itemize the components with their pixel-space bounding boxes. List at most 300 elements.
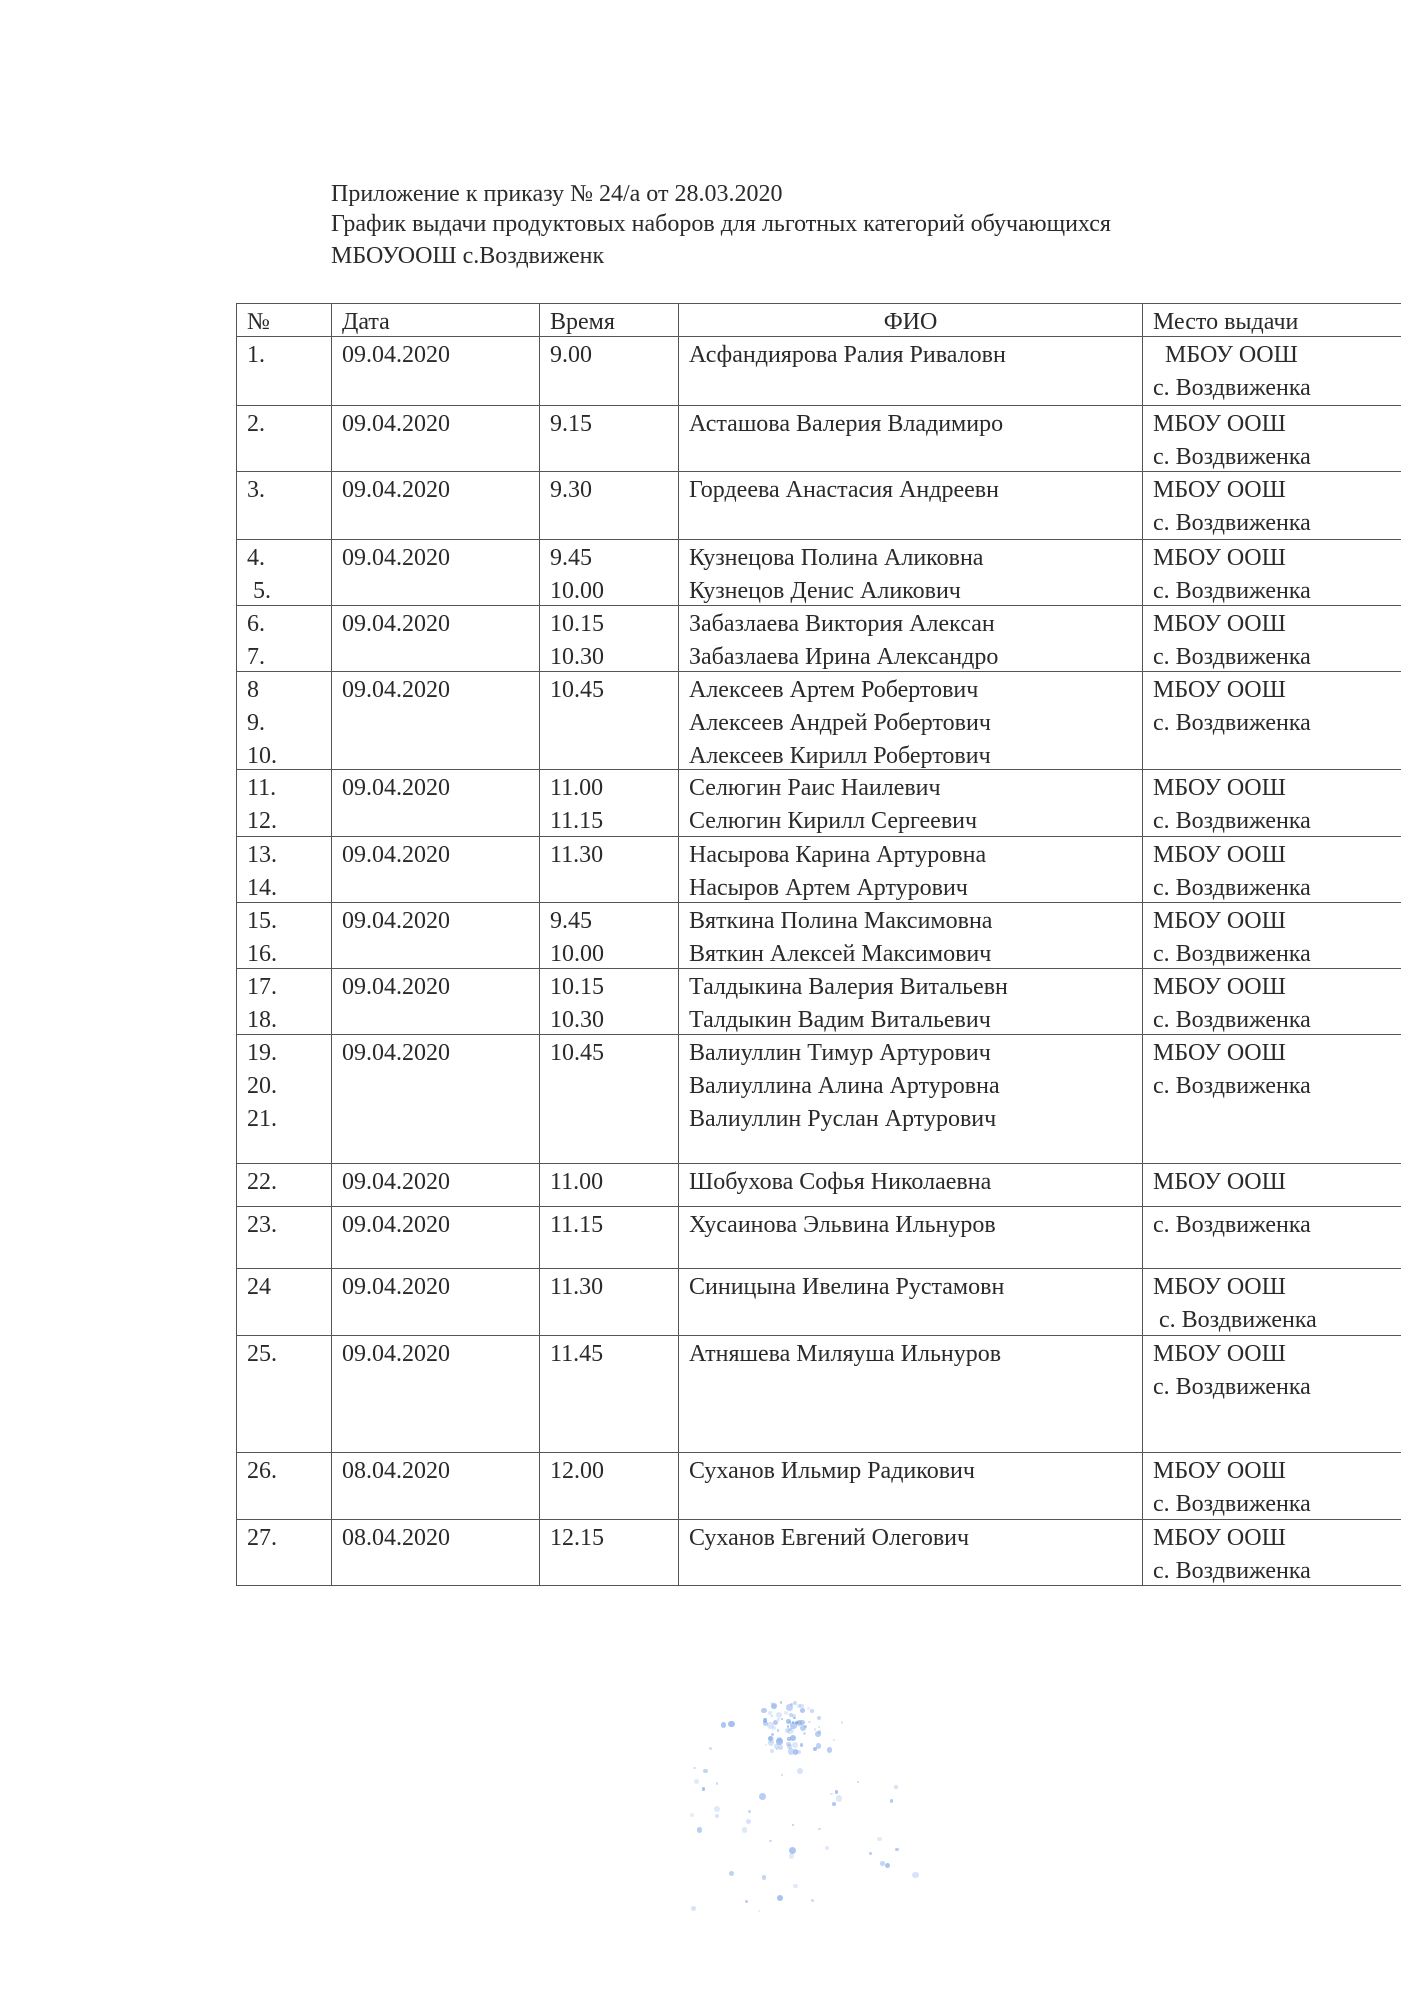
cell-time [539, 837, 678, 902]
stamp-dot [715, 1814, 719, 1818]
stamp-dot [769, 1840, 771, 1842]
cell-line: МБОУ ООШ [1153, 1458, 1286, 1484]
cell-line: 9.30 [550, 477, 592, 503]
cell-line: с. Воздвиженка [1153, 941, 1311, 967]
cell-date [331, 1520, 539, 1585]
cell-line: Синицына Ивелина Рустамовн [689, 1274, 1005, 1300]
cell-line: 2. [247, 411, 265, 437]
stamp-dot [885, 1863, 890, 1868]
cell-place [1142, 1164, 1401, 1206]
stamp-dot [742, 1827, 747, 1832]
stamp-dot [833, 1739, 835, 1741]
cell-line: 6. [247, 611, 265, 637]
cell-line: 7. [247, 644, 265, 670]
cell-line: 17. [247, 974, 277, 1000]
cell-line: Забазлаева Виктория Алексан [689, 611, 995, 637]
cell-time [539, 1453, 678, 1519]
cell-line: 27. [247, 1525, 277, 1551]
stamp-dot [690, 1813, 694, 1817]
cell-line: 12.15 [550, 1525, 604, 1551]
stamp-dot [694, 1779, 699, 1784]
stamp-dot [762, 1875, 766, 1879]
cell-line: Селюгин Раис Наилевич [689, 775, 941, 801]
stamp-dot [781, 1718, 783, 1720]
cell-number [236, 1035, 331, 1163]
cell-line: 09.04.2020 [342, 842, 450, 868]
cell-line: МБОУ ООШ [1153, 477, 1286, 503]
cell-line: с. Воздвиженка [1153, 444, 1311, 470]
stamp-dot [880, 1861, 885, 1866]
cell-time [539, 606, 678, 671]
cell-line: с. Воздвиженка [1153, 808, 1311, 834]
cell-time [539, 672, 678, 769]
cell-line: Кузнецов Денис Аликович [689, 578, 961, 604]
stamp-dot [796, 1750, 800, 1754]
cell-date [331, 1336, 539, 1452]
cell-number [236, 406, 331, 471]
cell-date [331, 969, 539, 1034]
cell-time [539, 1164, 678, 1206]
cell-number [236, 540, 331, 605]
cell-line: 12.00 [550, 1458, 604, 1484]
stamp-dot [759, 1793, 766, 1800]
stamp-dot [772, 1726, 776, 1730]
cell-line: МБОУ ООШ [1153, 611, 1286, 637]
cell-names [678, 337, 1142, 405]
stamp-dot [697, 1827, 703, 1833]
cell-line: 09.04.2020 [342, 411, 450, 437]
stamp-dot [716, 1782, 719, 1785]
cell-names [678, 770, 1142, 836]
cell-line: Вяткина Полина Максимовна [689, 908, 993, 934]
stamp-dot [797, 1768, 803, 1774]
cell-line: 11.15 [550, 1212, 604, 1238]
cell-line: 11.45 [550, 1341, 604, 1367]
cell-time [539, 1035, 678, 1163]
stamp-dot [745, 1900, 748, 1903]
cell-date [331, 1269, 539, 1335]
stamp-dot [800, 1743, 803, 1746]
cell-line: Атняшева Миляуша Ильнуров [689, 1341, 1002, 1367]
cell-place [1142, 672, 1401, 769]
cell-line: с. Воздвиженка [1153, 1007, 1311, 1033]
table-row [236, 902, 1401, 968]
cell-date [331, 770, 539, 836]
cell-date [331, 606, 539, 671]
cell-line: с. Воздвиженка [1153, 1374, 1311, 1400]
cell-time [539, 472, 678, 539]
stamp-dot [781, 1774, 783, 1776]
cell-line: 10.45 [550, 1040, 604, 1066]
cell-line: 09.04.2020 [342, 677, 450, 703]
stamp-dot [832, 1802, 836, 1806]
cell-place [1142, 770, 1401, 836]
column-header-place: Место выдачи [1142, 304, 1401, 337]
cell-line: 10.30 [550, 644, 604, 670]
cell-line: 9.45 [550, 545, 592, 571]
cell-line: Талдыкин Вадим Витальевич [689, 1007, 991, 1033]
cell-line: 11. [247, 775, 277, 801]
table-row [236, 539, 1401, 605]
cell-date [331, 672, 539, 769]
cell-line: МБОУ ООШ [1153, 1341, 1286, 1367]
cell-line: МБОУ ООШ [1153, 1040, 1286, 1066]
stamp-dot [728, 1721, 734, 1727]
stamp-dot [792, 1742, 798, 1748]
cell-time [539, 1336, 678, 1452]
cell-line: 25. [247, 1341, 277, 1367]
stamp-dot [777, 1737, 782, 1742]
stamp-dot [800, 1708, 805, 1713]
cell-line: 3. [247, 477, 265, 503]
stamp-dot [729, 1871, 734, 1876]
cell-line: МБОУ ООШ [1153, 974, 1286, 1000]
cell-line: 10. [247, 743, 277, 769]
cell-number [236, 1207, 331, 1268]
cell-names [678, 1164, 1142, 1206]
cell-names [678, 1207, 1142, 1268]
cell-place [1142, 903, 1401, 968]
table-row [236, 968, 1401, 1034]
cell-line: 22. [247, 1169, 277, 1195]
table-row [236, 1163, 1401, 1206]
cell-line: Забазлаева Ирина Александро [689, 644, 999, 670]
cell-line: 5. [247, 578, 271, 604]
cell-line: с. Воздвиженка [1153, 710, 1311, 736]
stamp-dot [776, 1712, 782, 1718]
appendix-title: Приложение к приказу № 24/а от 28.03.2020 [331, 181, 783, 207]
cell-place [1142, 1453, 1401, 1519]
cell-line: 23. [247, 1212, 277, 1238]
cell-time [539, 903, 678, 968]
cell-line: 09.04.2020 [342, 477, 450, 503]
table-row [236, 671, 1401, 769]
cell-place [1142, 1035, 1401, 1163]
table-row [236, 1335, 1401, 1452]
cell-line: 16. [247, 941, 277, 967]
column-header-time: Время [539, 304, 678, 337]
column-header-date: Дата [331, 304, 539, 337]
stamp-dot [793, 1884, 797, 1888]
cell-names [678, 672, 1142, 769]
stamp-dot [693, 1767, 696, 1770]
stamp-dot [784, 1711, 788, 1715]
cell-names [678, 472, 1142, 539]
stamp-dot [804, 1725, 807, 1728]
cell-line: Талдыкина Валерия Витальевн [689, 974, 1008, 1000]
cell-line: 24 [247, 1274, 271, 1300]
cell-line: 09.04.2020 [342, 1274, 450, 1300]
stamp-dot [786, 1704, 793, 1711]
table-row [236, 1452, 1401, 1519]
table-row [236, 605, 1401, 671]
cell-date [331, 540, 539, 605]
cell-line: 10.00 [550, 578, 604, 604]
cell-line: 10.15 [550, 611, 604, 637]
cell-place [1142, 1207, 1401, 1268]
cell-line: Валиуллин Тимур Артурович [689, 1040, 991, 1066]
stamp-dot [792, 1824, 794, 1826]
table-row [236, 471, 1401, 539]
table-row [236, 836, 1401, 902]
stamp-dot [818, 1726, 820, 1728]
cell-place [1142, 1336, 1401, 1452]
cell-names [678, 606, 1142, 671]
cell-number [236, 672, 331, 769]
cell-line: с. Воздвиженка [1153, 1073, 1311, 1099]
stamp-dot [746, 1819, 751, 1824]
stamp-dot [770, 1749, 774, 1753]
stamp-dot [818, 1828, 821, 1831]
cell-line: 11.30 [550, 1274, 604, 1300]
cell-line: 11.00 [550, 775, 604, 801]
school-title: МБОУООШ с.Воздвиженк [331, 243, 605, 269]
cell-number [236, 1164, 331, 1206]
cell-date [331, 903, 539, 968]
cell-line: Селюгин Кирилл Сергеевич [689, 808, 978, 834]
cell-line: Гордеева Анастасия Андреевн [689, 477, 999, 503]
cell-line: с. Воздвиженка [1153, 1307, 1317, 1333]
cell-names [678, 1336, 1142, 1452]
cell-date [331, 406, 539, 471]
cell-line: 10.45 [550, 677, 604, 703]
cell-line: 08.04.2020 [342, 1525, 450, 1551]
cell-date [331, 1035, 539, 1163]
cell-place [1142, 1520, 1401, 1585]
cell-line: 10.15 [550, 974, 604, 1000]
cell-line: 11.30 [550, 842, 604, 868]
cell-line: МБОУ ООШ [1153, 342, 1298, 368]
cell-place [1142, 406, 1401, 471]
table-row [236, 336, 1401, 405]
cell-date [331, 1164, 539, 1206]
cell-line: с. Воздвиженка [1153, 578, 1311, 604]
cell-line: 09.04.2020 [342, 974, 450, 1000]
cell-names [678, 406, 1142, 471]
cell-number [236, 770, 331, 836]
cell-time [539, 770, 678, 836]
schedule-title: График выдачи продуктовых наборов для льготных категорий обучающихся [331, 211, 1111, 237]
cell-line: 15. [247, 908, 277, 934]
cell-place [1142, 606, 1401, 671]
stamp-dot [765, 1744, 767, 1746]
cell-names [678, 1035, 1142, 1163]
cell-names [678, 969, 1142, 1034]
table-row [236, 1206, 1401, 1268]
cell-time [539, 540, 678, 605]
cell-line: 11.15 [550, 808, 604, 834]
cell-line: 20. [247, 1073, 277, 1099]
table-row [236, 1034, 1401, 1163]
cell-line: 9.00 [550, 342, 592, 368]
cell-line: 9.15 [550, 411, 592, 437]
stamp-dot [817, 1716, 821, 1720]
cell-line: с. Воздвиженка [1153, 510, 1311, 536]
cell-line: 09.04.2020 [342, 1212, 450, 1238]
cell-line: 9. [247, 710, 265, 736]
cell-number [236, 472, 331, 539]
cell-line: МБОУ ООШ [1153, 677, 1286, 703]
cell-place [1142, 337, 1401, 405]
cell-line: 11.00 [550, 1169, 604, 1195]
stamp-dot [787, 1728, 794, 1735]
stamp-dot [830, 1793, 832, 1795]
cell-line: МБОУ ООШ [1153, 1169, 1286, 1195]
stamp-dot [780, 1701, 782, 1703]
cell-number [236, 1453, 331, 1519]
stamp-dot [827, 1747, 832, 1752]
cell-line: с. Воздвиженка [1153, 1212, 1311, 1238]
cell-line: Хусаинова Эльвина Ильнуров [689, 1212, 996, 1238]
cell-line: с. Воздвиженка [1153, 1558, 1311, 1584]
stamp-dot [703, 1769, 707, 1773]
cell-names [678, 1453, 1142, 1519]
cell-line: Алексеев Артем Робертович [689, 677, 979, 703]
cell-number [236, 1520, 331, 1585]
cell-line: 09.04.2020 [342, 1169, 450, 1195]
cell-line: МБОУ ООШ [1153, 1274, 1286, 1300]
cell-date [331, 337, 539, 405]
cell-place [1142, 540, 1401, 605]
cell-line: МБОУ ООШ [1153, 908, 1286, 934]
stamp-dot [777, 1729, 780, 1732]
stamp-dot [758, 1910, 760, 1912]
cell-number [236, 1269, 331, 1335]
table-row [236, 1268, 1401, 1335]
cell-time [539, 969, 678, 1034]
stamp-dot [813, 1747, 817, 1751]
cell-line: Насыров Артем Артурович [689, 875, 968, 901]
cell-line: 19. [247, 1040, 277, 1066]
cell-names [678, 903, 1142, 968]
cell-line: Асфандиярова Ралия Риваловн [689, 342, 1006, 368]
cell-line: Вяткин Алексей Максимович [689, 941, 992, 967]
cell-line: 9.45 [550, 908, 592, 934]
stamp-dot [810, 1709, 814, 1713]
cell-line: 09.04.2020 [342, 1040, 450, 1066]
cell-number [236, 969, 331, 1034]
cell-line: 08.04.2020 [342, 1458, 450, 1484]
stamp-dot [835, 1790, 838, 1793]
column-header-number: № [236, 304, 331, 337]
cell-line: 21. [247, 1106, 277, 1132]
cell-line: 8 [247, 677, 259, 703]
cell-line: 09.04.2020 [342, 908, 450, 934]
cell-date [331, 1453, 539, 1519]
cell-line: Асташова Валерия Владимиро [689, 411, 1004, 437]
cell-line: 10.30 [550, 1007, 604, 1033]
stamp-dot [771, 1715, 773, 1717]
cell-line: 09.04.2020 [342, 1341, 450, 1367]
cell-line: Валиуллин Руслан Артурович [689, 1106, 997, 1132]
stamp-dot [761, 1708, 767, 1714]
stamp-dot [895, 1848, 899, 1852]
cell-number [236, 837, 331, 902]
stamp-dot [792, 1714, 796, 1718]
cell-line: Шобухова Софья Николаевна [689, 1169, 992, 1195]
stamp-dot [869, 1852, 872, 1855]
cell-place [1142, 472, 1401, 539]
cell-line: Суханов Ильмир Радикович [689, 1458, 975, 1484]
stamp-dot [841, 1721, 843, 1723]
cell-place [1142, 837, 1401, 902]
cell-line: 10.00 [550, 941, 604, 967]
cell-names [678, 1520, 1142, 1585]
cell-names [678, 1269, 1142, 1335]
cell-time [539, 406, 678, 471]
stamp-dot [777, 1718, 781, 1722]
stamp-dot [691, 1906, 696, 1911]
stamp-dot [808, 1721, 810, 1723]
cell-line: 13. [247, 842, 277, 868]
cell-time [539, 1207, 678, 1268]
cell-line: 12. [247, 808, 277, 834]
cell-place [1142, 969, 1401, 1034]
cell-line: 1. [247, 342, 265, 368]
stamp-dot [721, 1722, 727, 1728]
cell-line: Насырова Карина Артуровна [689, 842, 987, 868]
cell-time [539, 1520, 678, 1585]
cell-line: МБОУ ООШ [1153, 1525, 1286, 1551]
cell-line: Кузнецова Полина Аликовна [689, 545, 984, 571]
stamp-dot [709, 1747, 712, 1750]
table-row [236, 405, 1401, 471]
cell-line: 09.04.2020 [342, 545, 450, 571]
cell-line: МБОУ ООШ [1153, 775, 1286, 801]
cell-line: с. Воздвиженка [1153, 1491, 1311, 1517]
stamp-dot [790, 1735, 796, 1741]
table-header-row [236, 303, 1401, 337]
cell-line: с. Воздвиженка [1153, 875, 1311, 901]
cell-line: Валиуллина Алина Артуровна [689, 1073, 1000, 1099]
cell-line: 26. [247, 1458, 277, 1484]
cell-date [331, 1207, 539, 1268]
stamp-dot [890, 1799, 894, 1803]
cell-line: с. Воздвиженка [1153, 644, 1311, 670]
stamp-dot [803, 1732, 806, 1735]
cell-line: Суханов Евгений Олегович [689, 1525, 970, 1551]
cell-line: 18. [247, 1007, 277, 1033]
cell-number [236, 1336, 331, 1452]
cell-line: 09.04.2020 [342, 611, 450, 637]
cell-number [236, 337, 331, 405]
stamp-dot [778, 1745, 783, 1750]
stamp-dot [702, 1787, 706, 1791]
cell-line: с. Воздвиженка [1153, 375, 1311, 401]
cell-time [539, 337, 678, 405]
cell-line: МБОУ ООШ [1153, 842, 1286, 868]
cell-line: 14. [247, 875, 277, 901]
table-row [236, 1519, 1401, 1586]
cell-number [236, 606, 331, 671]
table-row [236, 769, 1401, 836]
cell-place [1142, 1269, 1401, 1335]
stamp-dot [793, 1701, 797, 1705]
cell-line: МБОУ ООШ [1153, 545, 1286, 571]
stamp-dot [857, 1781, 859, 1783]
cell-line: 09.04.2020 [342, 775, 450, 801]
cell-names [678, 837, 1142, 902]
stamp-dot [789, 1853, 795, 1859]
cell-number [236, 903, 331, 968]
stamp-dot [825, 1846, 829, 1850]
cell-line: Алексеев Кирилл Робертович [689, 743, 991, 769]
stamp-dot [777, 1895, 783, 1901]
stamp-dot [811, 1899, 813, 1901]
stamp-dot [894, 1785, 897, 1788]
column-header-name: ФИО [678, 304, 1142, 337]
stamp-dot [912, 1872, 919, 1879]
